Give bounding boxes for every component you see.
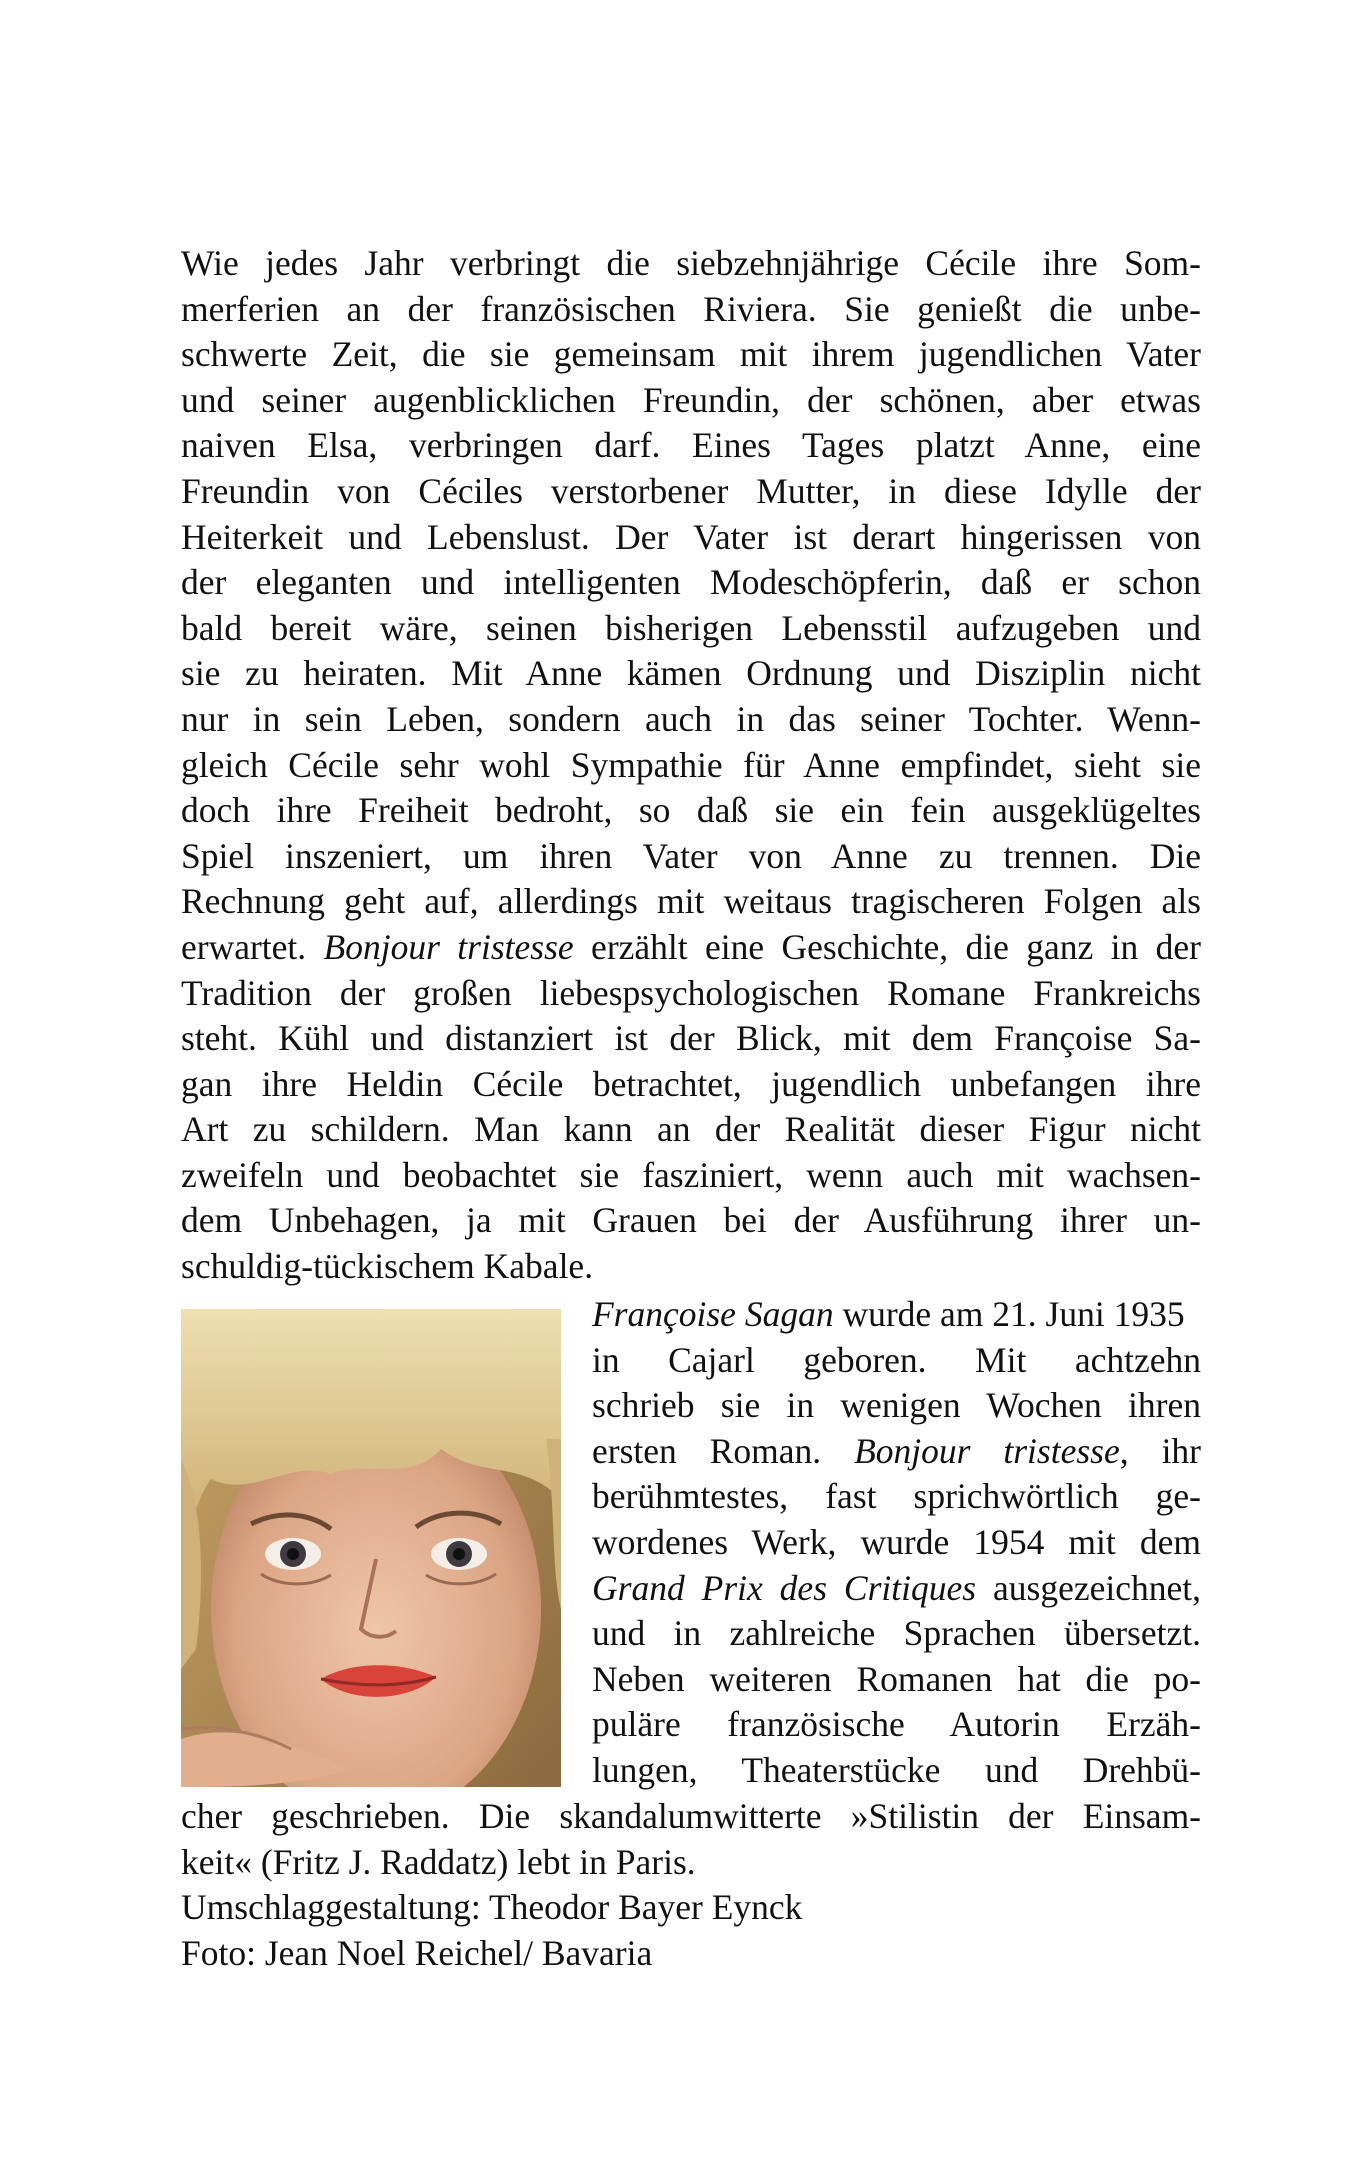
text-run: lungen, Theaterstücke und Drehbü- [592, 1749, 1201, 1790]
text-line [181, 1794, 1201, 1840]
text-line [181, 1198, 1201, 1244]
text-line [181, 651, 1201, 697]
book-blurb [181, 241, 1201, 1290]
text-run: merferien an der französischen Riviera. Sie genießt die unbe- [181, 288, 1201, 329]
text-run: Rechnung geht auf, allerdings mit weitaus tragischeren Folgen als [181, 881, 1201, 922]
text-line [181, 423, 1201, 469]
text-run: steht. Kühl und distanziert ist der Blick, mit dem Françoise Sa- [181, 1018, 1201, 1059]
text-line [181, 697, 1201, 743]
author-biography [592, 1292, 1201, 1794]
text-line [592, 1429, 1201, 1475]
text-line [592, 1520, 1201, 1566]
text-line [181, 241, 1201, 287]
photo-credit: Foto: Jean Noel Reichel/ Bavaria [181, 1932, 653, 1973]
text-line [181, 378, 1201, 424]
author-portrait-image [181, 1309, 561, 1787]
text-line [592, 1292, 1201, 1338]
text-line [181, 469, 1201, 515]
text-run: erwartet. [181, 926, 324, 967]
text-run: Tradition der großen liebespsychologischen Romane Frankreichs [181, 972, 1201, 1013]
text-run: schuldig-tückischem Kabale. [181, 1246, 594, 1287]
text-line [181, 606, 1201, 652]
text-run: nur in sein Leben, sondern auch in das seiner Tochter. Wenn- [181, 698, 1201, 739]
text-run: wurde am 21. Juni 1935 [833, 1294, 1185, 1334]
text-run: ersten Roman. [592, 1430, 855, 1471]
text-run: Wie jedes Jahr verbringt die siebzehnjährige Cécile ihre Som- [181, 243, 1201, 283]
text-run: der eleganten und intelligenten Modeschöpferin, daß er schon [181, 562, 1201, 603]
text-run: Neben weiteren Romanen hat die po- [592, 1658, 1201, 1699]
italic-title: Grand Prix des Critiques [592, 1567, 977, 1608]
text-run: wordenes Werk, wurde 1954 mit dem [592, 1521, 1201, 1562]
text-run: Art zu schildern. Man kann an der Realität dieser Figur nicht [181, 1109, 1201, 1150]
text-run: cher geschrieben. Die skandalumwitterte »Stilistin der Einsam- [181, 1796, 1201, 1836]
text-line [181, 743, 1201, 789]
text-line [181, 287, 1201, 333]
text-line [592, 1748, 1201, 1794]
text-run: in Cajarl geboren. Mit achtzehn [592, 1339, 1201, 1380]
text-run: puläre französische Autorin Erzäh- [592, 1704, 1201, 1745]
author-biography-continued [181, 1794, 1201, 1885]
text-line [592, 1657, 1201, 1703]
text-run: und seiner augenblicklichen Freundin, der schönen, aber etwas [181, 379, 1201, 420]
text-run: Freundin von Céciles verstorbener Mutter, in diese Idylle der [181, 470, 1201, 511]
author-portrait-photo [181, 1309, 561, 1787]
text-run: zweifeln und beobachtet sie fasziniert, wenn auch mit wachsen- [181, 1154, 1201, 1195]
text-line [181, 834, 1201, 880]
italic-title: Bonjour tristesse [323, 926, 574, 967]
text-line [181, 879, 1201, 925]
text-line [592, 1474, 1201, 1520]
text-run: keit« (Fritz J. Raddatz) lebt in Paris. [181, 1841, 696, 1882]
text-line [181, 971, 1201, 1017]
text-run: ausgezeichnet, [976, 1567, 1201, 1608]
text-line [592, 1611, 1201, 1657]
text-line [181, 1107, 1201, 1153]
text-run: naiven Elsa, verbringen darf. Eines Tages platzt Anne, eine [181, 425, 1201, 466]
text-run: berühmtestes, fast sprichwörtlich ge- [592, 1476, 1201, 1517]
text-run: Heiterkeit und Lebenslust. Der Vater ist derart hingerissen von [181, 516, 1201, 557]
text-run: gleich Cécile sehr wohl Sympathie für Anne empfindet, sieht sie [181, 744, 1201, 785]
text-line [181, 788, 1201, 834]
text-line [181, 1244, 1201, 1290]
text-run: schrieb sie in wenigen Wochen ihren [592, 1385, 1201, 1426]
cover-design-credit: Umschlaggestaltung: Theodor Bayer Eynck [181, 1887, 803, 1927]
text-run: sie zu heiraten. Mit Anne kämen Ordnung und Disziplin nicht [181, 653, 1201, 694]
text-run: dem Unbehagen, ja mit Grauen bei der Ausführung ihrer un- [181, 1200, 1201, 1241]
text-run: erzählt eine Geschichte, die ganz in der [573, 926, 1201, 967]
text-run: schwerte Zeit, die sie gemeinsam mit ihrem jugendlichen Vater [181, 334, 1201, 375]
text-line [181, 560, 1201, 606]
italic-title: Bonjour tristesse [854, 1430, 1120, 1471]
text-line [181, 332, 1201, 378]
text-line [181, 1153, 1201, 1199]
text-run: bald bereit wäre, seinen bisherigen Lebensstil aufzugeben und [181, 607, 1201, 648]
text-run: und in zahlreiche Sprachen übersetzt. [592, 1613, 1201, 1654]
text-line [181, 1840, 1201, 1886]
text-line [181, 515, 1201, 561]
text-run: gan ihre Heldin Cécile betrachtet, jugendlich unbefangen ihre [181, 1063, 1201, 1104]
credits [181, 1885, 1201, 1976]
text-line [592, 1338, 1201, 1384]
text-line [181, 1016, 1201, 1062]
text-line [592, 1383, 1201, 1429]
text-run: Spiel inszeniert, um ihren Vater von Anne zu trennen. Die [181, 835, 1201, 876]
text-run: , ihr [1119, 1430, 1201, 1471]
text-line [181, 925, 1201, 971]
text-line [592, 1566, 1201, 1612]
text-line [592, 1702, 1201, 1748]
text-line [181, 1062, 1201, 1108]
text-run: doch ihre Freiheit bedroht, so daß sie ein fein ausgeklügeltes [181, 790, 1201, 831]
italic-title: Françoise Sagan [592, 1294, 834, 1334]
